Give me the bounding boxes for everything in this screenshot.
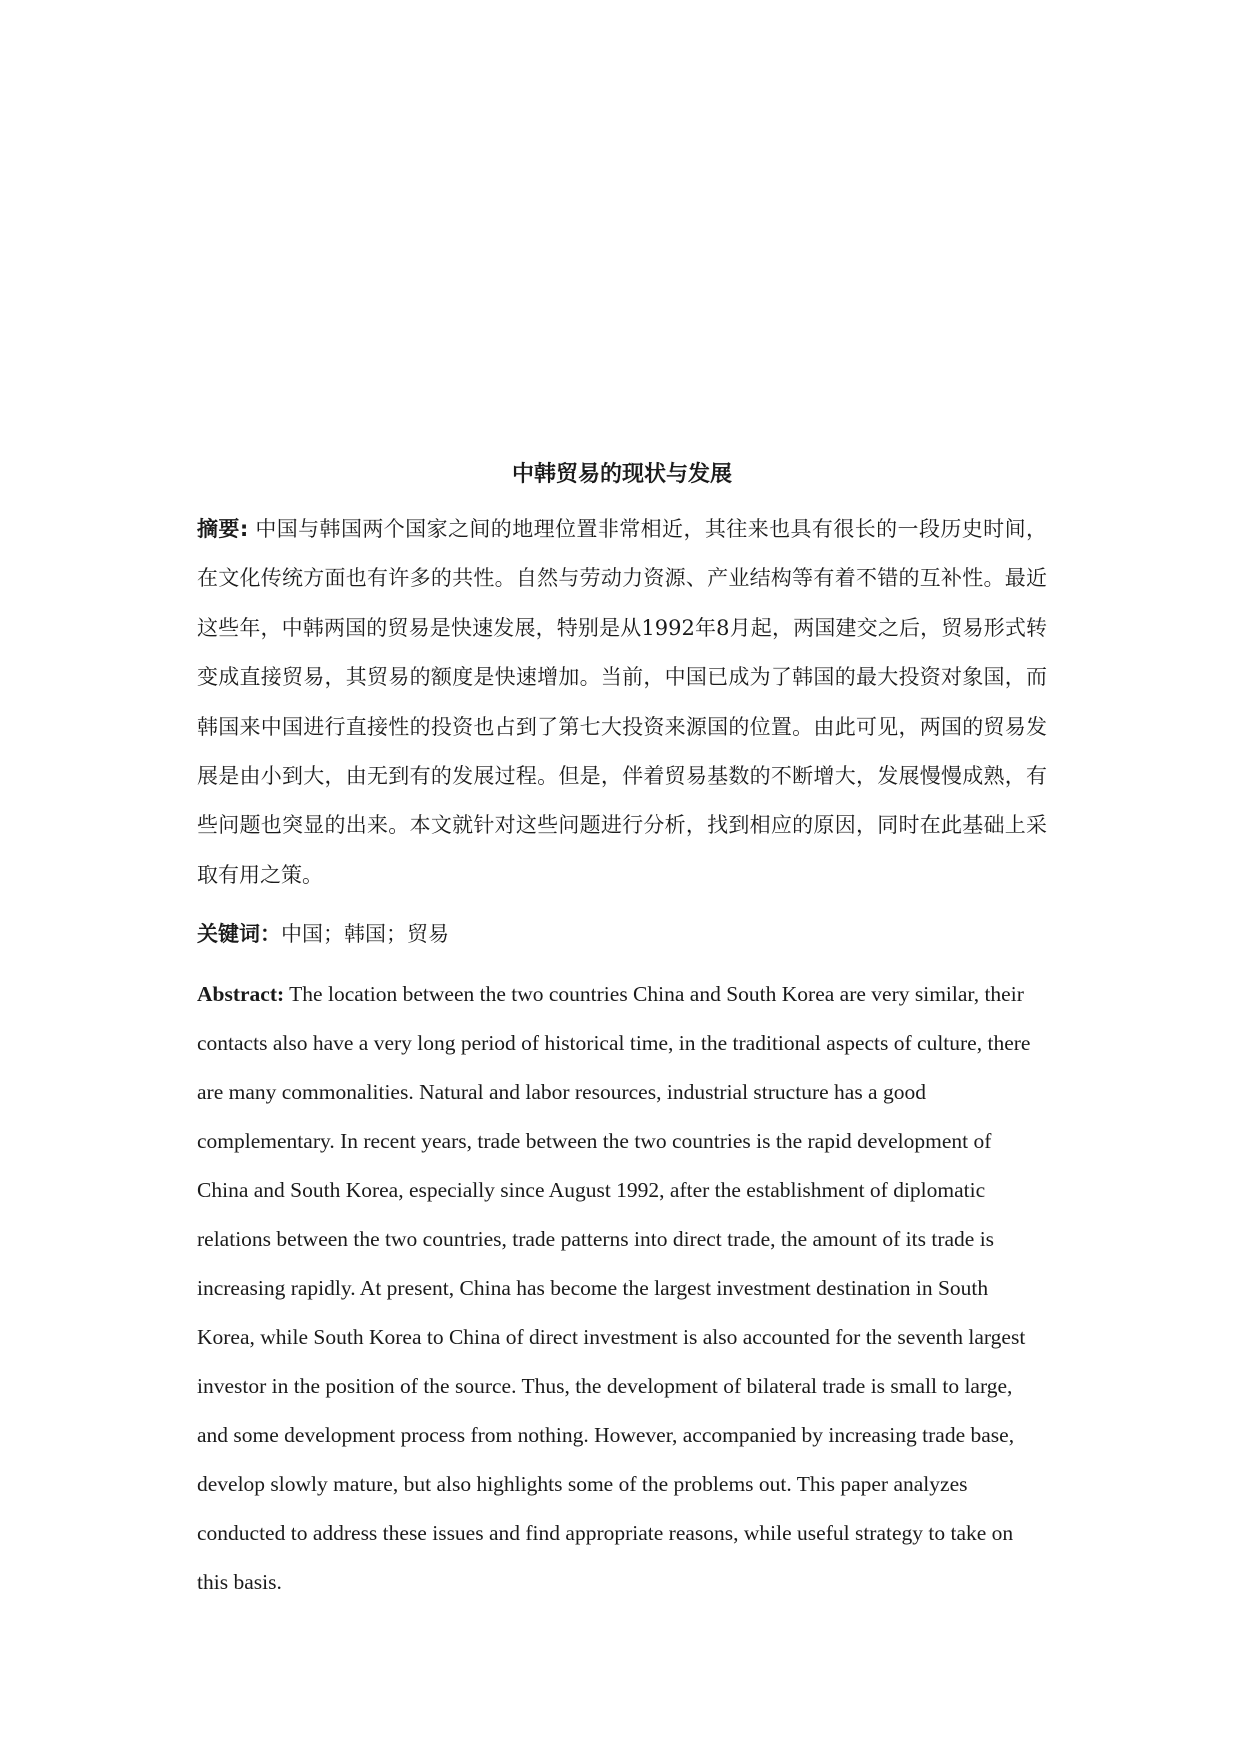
keywords (197, 914, 1047, 954)
chinese-abstract-label: 摘要: (197, 517, 249, 541)
keywords-text: 中国；韩国；贸易 (281, 922, 449, 947)
english-abstract (197, 970, 1047, 1607)
document-page (197, 455, 1047, 1607)
chinese-abstract (197, 505, 1047, 900)
english-abstract-label: Abstract: (197, 982, 285, 1007)
chinese-abstract-text: 中国与韩国两个国家之间的地理位置非常相近，其往来也具有很长的一段历史时间，在文化传统方面也有许多的共性。自然与劳动力资源、产业结构等有着不错的互补性。最近这些年，中韩两国的贸易是快速发展，特别是从1992年8月起，两国建交之后，贸易形式转变成直接贸易，其贸易的额度是快速增加。当前，中国已成为了韩国的最大投资对象国，而韩国来中国进行直接性的投资也占到了第七大投资来源国的位置。由此可见，两国的贸易发展是由小到大，由无到有的发展过程。但是，伴着贸易基数的不断增大，发展慢慢成熟，有些问题也突显的出来。本文就针对这些问题进行分析，找到相应的原因，同时在此基础上采取有用之策。 (197, 517, 1047, 887)
keywords-label: 关键词： (197, 922, 281, 947)
english-abstract-text: The location between the two countries China and South Korea are very similar, their contacts also have a very long period of historical time, in the traditional aspects of culture, there are many commonalities. Natural and labor resources, industrial structure has a good complementary. In recent years, trade between the two countries is the rapid development of China and South Korea, especially since August 1992, after the establishment of diplomatic relations between the two countries, trade patterns into direct trade, the amount of its trade is increasing rapidly. At present, China has become the largest investment destination in South Korea, while South Korea to China of direct investment is also accounted for the seventh largest investor in the position of the source. Thus, the development of bilateral trade is small to large, and some development process from nothing. However, accompanied by increasing trade base, develop slowly mature, but also highlights some of the problems out. This paper analyzes conducted to address these issues and find appropriate reasons, while useful strategy to take on this basis. (197, 982, 1031, 1595)
document-title: 中韩贸易的现状与发展 (511, 462, 732, 487)
